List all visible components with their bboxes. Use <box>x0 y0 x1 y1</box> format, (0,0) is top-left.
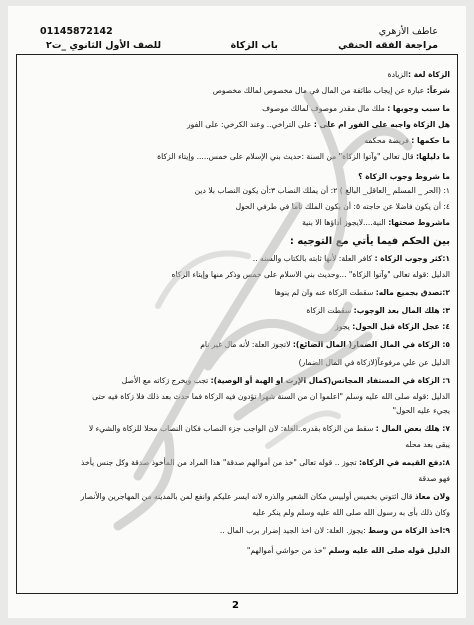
document-line <box>290 236 450 248</box>
line-keyword: بين الحكم فيما يأتي مع التوجيه : <box>289 236 450 247</box>
line-keyword: ٤: عجل الزكاة قبل الحول: <box>352 322 450 331</box>
document-line <box>200 340 450 350</box>
document-line <box>335 322 450 332</box>
document-line <box>81 458 450 468</box>
line-text: قال تعالى "وآتوا الزكاة" من السنة :حديث بني الإسلام على خمس..... وإيتاء الزكاة <box>157 152 416 161</box>
line-keyword: ولان معاذ <box>414 492 450 501</box>
document-line <box>302 218 450 228</box>
document-line <box>262 104 450 114</box>
document-line <box>306 306 450 316</box>
document-line <box>388 70 450 80</box>
document-line <box>358 172 450 182</box>
document-line <box>213 86 450 96</box>
line-text: "خذ من حواشي أموالهم" <box>246 546 329 555</box>
line-keyword: الزكاة لغة : <box>408 70 450 79</box>
line-text: فهو صدقة <box>418 474 450 483</box>
line-text: ٤: أن يكون فاضلا عن حاجته ٥: أن يكون الملك تاما في طرفي الحول <box>235 202 450 211</box>
document-line <box>81 492 450 502</box>
line-keyword: ما دليلها: <box>415 152 450 161</box>
document-line <box>364 136 450 146</box>
document-line <box>172 270 451 280</box>
line-text: عبارة عن إيجاب طائفة من المال في مال مخصوص لمالك مخصوص <box>212 86 427 95</box>
line-text: وكان ذلك بأى به رسول الله صلى الله عليه وسلم ولم ينكر عليه <box>252 508 450 517</box>
line-keyword: ١:كثر وجوب الزكاة : <box>374 254 450 263</box>
page-number: 2 <box>232 600 239 611</box>
line-keyword: ماشروط صحتها: <box>388 218 450 227</box>
document-line <box>275 288 450 298</box>
line-keyword: ٥: الزكاة في المال الضمار( المال الضائع): <box>292 340 450 349</box>
document-line <box>247 546 450 556</box>
line-text: يجوز <box>335 322 353 331</box>
line-text: ١: (الحر _ المسلم _العاقل_ البالغ ) ٢: أن يملك النصاب ٣:أن يكون النصاب بلا دين <box>194 186 450 195</box>
line-keyword: الدليل قوله صلى الله عليه وسلم <box>328 546 450 555</box>
phone-number: 01145872142 <box>40 26 113 37</box>
line-text: النية....لايجوز أداؤها الا بنية <box>302 218 389 227</box>
line-text: الزيادة <box>387 70 408 79</box>
line-keyword: ما حكمها : <box>411 136 450 145</box>
line-text: تجوز .. قوله تعالى "خذ من أموالهم صدقة" هذا المراد من المأخوذ صدقة وكل جنس يأخذ <box>81 458 359 467</box>
document-line <box>299 358 450 368</box>
line-text: الدليل عن علي مرفوعاً(لازكاة في المال الضمار) <box>298 358 450 367</box>
line-text: سقط من الزكاة بقدره..العلة: لان الواجب جزء النصاب فكان النصاب محلا للزكاة والشيء لا <box>88 424 376 433</box>
line-keyword: ٣: هلك المال بعد الوجوب: <box>353 306 450 315</box>
line-keyword: ما سبب وجوبها : <box>387 104 450 113</box>
line-text: لاتجوز العلة: لأنه مال غير نام <box>200 340 293 349</box>
document-line <box>157 152 450 162</box>
chapter-title: باب الزكاة <box>230 40 278 51</box>
teacher-name: عاطف الأزهري <box>378 26 438 37</box>
line-text: الدليل :قوله صلى الله عليه وسلم "اعلموا ان من السنة شهرا تؤدون فيه الزكاة فما حدث بعد ذلك فلا زكاة فيه حتى <box>92 392 450 401</box>
document-line <box>187 120 450 130</box>
subject-title: مراجعة الفقه الحنفي <box>338 40 438 51</box>
document-line <box>122 376 450 386</box>
line-keyword: ما شروط وجوب الزكاة ؟ <box>358 172 450 181</box>
line-text: على التراخي.. وعند الكرخي: على الفور <box>186 120 314 129</box>
document-line <box>195 186 450 196</box>
document-line <box>405 440 450 450</box>
line-keyword: ٩:اخذ الزكاة من وسط <box>368 526 450 535</box>
line-text: سقطت الزكاة <box>306 306 354 315</box>
line-text: سقطت الزكاة عنه وان لم ينوها <box>274 288 376 297</box>
document-page <box>8 6 466 618</box>
document-line <box>89 424 450 434</box>
line-keyword: ٦: الزكاة في المستفاد المجانس(كمال الإرث او الهبة أو الوصية): <box>210 376 450 385</box>
line-text: الدليل :قوله تعالى "وآتوا الزكاة" ...وحديث بني الاسلام على خمس وذكر منها وإيتاء الزكاه <box>171 270 450 279</box>
line-text: :يجوز. العلة: لان اخذ الجيد إضرار برب المال .. <box>219 526 369 535</box>
line-text: تجب ويخرج زكاته مع الأصل <box>121 376 211 385</box>
line-keyword: ٨:دفع القيمه في الزكاة: <box>358 458 450 467</box>
document-line <box>418 474 450 484</box>
document-line <box>236 202 450 212</box>
grade-title: للصف الأول الثانوي _ت٢ <box>46 40 162 51</box>
document-line <box>92 392 450 402</box>
line-keyword: ٧: هلك بعض المال : <box>375 424 450 433</box>
line-keyword: هل الزكاة واجبه على الفور ام على : <box>313 120 450 129</box>
document-line <box>253 254 450 264</box>
line-text: يجيء عليه الحول" <box>392 406 450 415</box>
document-line <box>393 406 450 416</box>
line-keyword: ٢:تصدق بجميع ماله: <box>375 288 450 297</box>
document-line <box>252 508 450 518</box>
line-text: يبقى بعد محله <box>405 440 450 449</box>
line-text: ملك مال مقدر موصوف لمالك موصوف <box>262 104 388 113</box>
line-keyword: شرعاً: <box>426 86 450 95</box>
line-text: فريضة محكمه <box>364 136 412 145</box>
document-line <box>220 526 450 536</box>
line-text: قال ائتوني بخميس أولبيس مكان الشعير والذره لانه ايسر عليكم وانفع لمن بالمدينه من المهاجرين والأنصار <box>80 492 415 501</box>
line-text: كافر العلة: لأنها ثابته بالكتاب والسنه .. <box>252 254 375 263</box>
